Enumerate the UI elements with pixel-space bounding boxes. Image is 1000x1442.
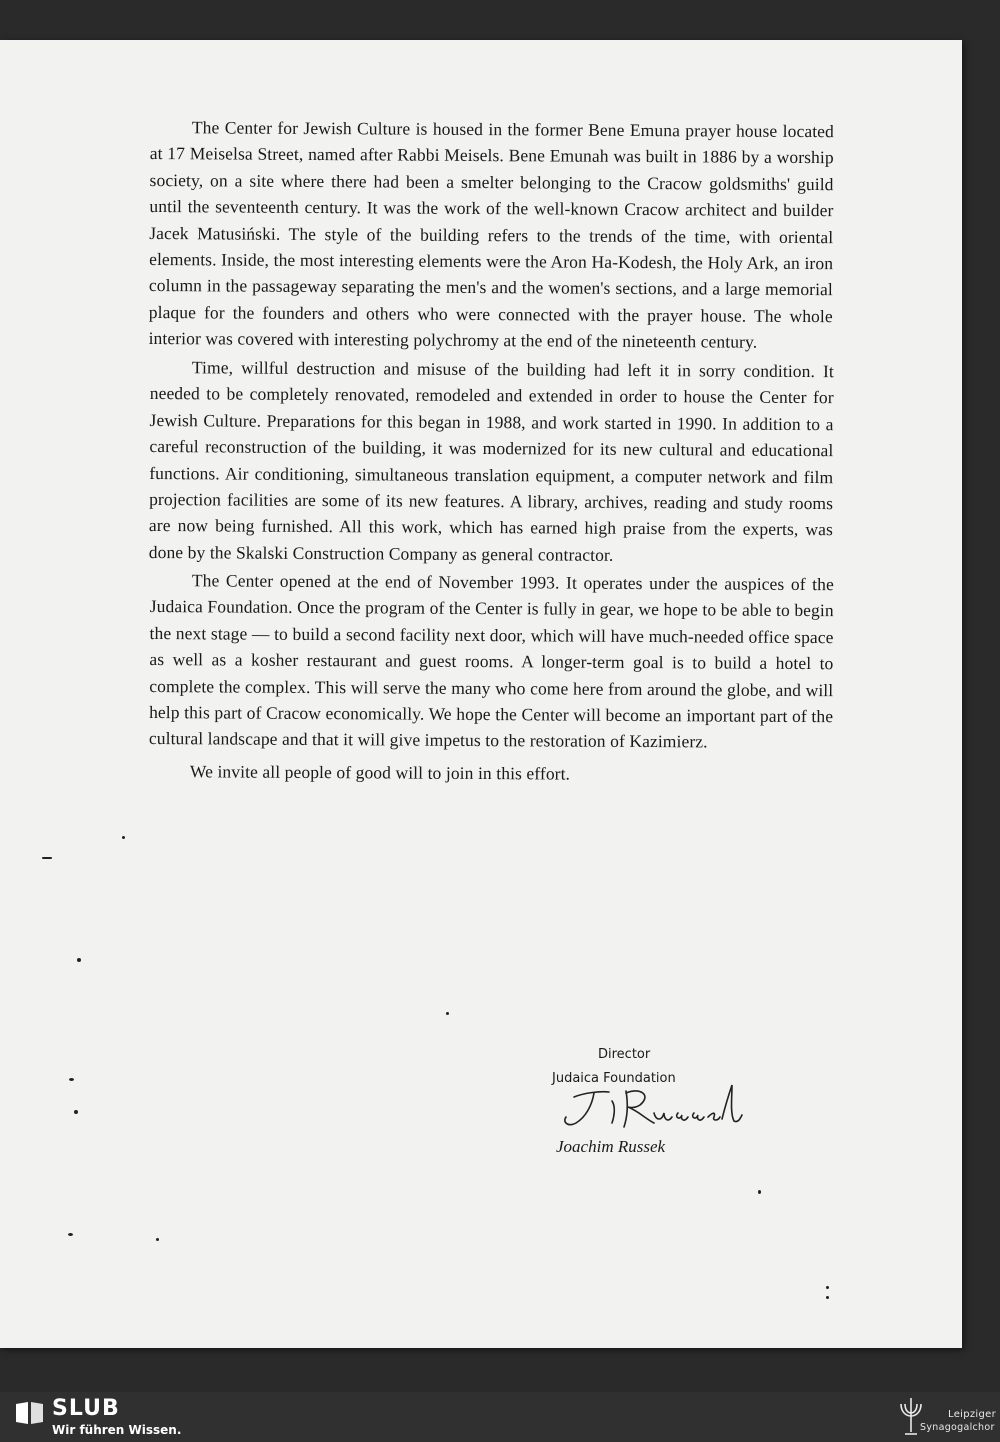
scan-speck	[826, 1286, 829, 1289]
scan-speck	[758, 1190, 761, 1194]
partner-name-line1: Leipziger	[948, 1409, 997, 1420]
scan-speck	[77, 958, 81, 962]
library-name[interactable]: SLUB	[52, 1396, 120, 1421]
scan-speck	[156, 1238, 159, 1241]
scan-speck	[826, 1296, 829, 1299]
signer-name: Joachim Russek	[556, 1137, 666, 1156]
signer-title: Director	[598, 1047, 651, 1062]
scan-speck	[42, 857, 52, 859]
scan-speck	[68, 1233, 73, 1236]
handwritten-signature	[554, 1083, 754, 1138]
slub-book-icon[interactable]	[14, 1400, 46, 1426]
document-page	[0, 40, 962, 1348]
scan-speck	[446, 1012, 449, 1015]
letter-body	[150, 114, 834, 786]
library-tagline: Wir führen Wissen.	[52, 1423, 182, 1437]
footer-bar	[0, 1392, 1000, 1442]
scan-speck	[122, 836, 125, 839]
paragraph-1: The Center for Jewish Culture is housed in the former Bene Emuna prayer house located at 17 Meiselsa Street, named after Rabbi Meisels. Bene Emunah was built in 1886 by a worship society, on a site where there had been a smelter belonging to the Cracow goldsmiths' guild until the seventeenth century. It was the work of the well-known Cracow architect and builder Jacek Matusiński. The style of the building refers to the trends of the time, with oriental elements. Inside, the most interesting elements were the Aron Ha-Kodesh, the Holy Ark, an iron column in the passageway separating the men's and the women's sections, and a large memorial plaque for the founders and others who were connected with the prayer house. The whole interior was covered with interesting polychromy at the end of the nineteenth century.	[148, 117, 834, 352]
partner-name-line2: Synagogalchor	[920, 1422, 995, 1433]
scan-speck	[69, 1078, 74, 1081]
scan-speck	[74, 1110, 78, 1114]
paragraph-3: The Center opened at the end of November 1993. It operates under the auspices of the Judaica Foundation. Once the program of the Center is fully in gear, we hope to be able to begin the next stage — to build a second facility next door, which will have much-needed office space as well as a kosher restaurant and guest rooms. A longer-term goal is to build a hotel to complete the complex. This will serve the many who come here from around the globe, and will help this part of Cracow economically. We hope the Center will become an important part of the cultural landscape and that it will give impetus to the restoration of Kazimierz.	[148, 570, 834, 752]
closing-line: We invite all people of good will to join in this effort.	[189, 760, 571, 784]
paragraph-2: Time, willful destruction and misuse of the building had left it in sorry condition. It needed to be completely renovated, remodeled and extended in order to house the Center for Jewish Culture. Preparations for this began in 1988, and work started in 1990. In addition to a careful reconstruction of the building, it was modernized for its new cultural and educational functions. Air conditioning, simultaneous translation equipment, a computer network and film projection facilities are some of its new features. A library, archives, reading and study rooms are now being furnished. All this work, which has earned high praise from the experts, was done by the Skalski Construction Company as general contractor.	[148, 356, 834, 565]
signer-organization: Judaica Foundation	[552, 1071, 676, 1086]
signature-block	[552, 1043, 812, 1156]
